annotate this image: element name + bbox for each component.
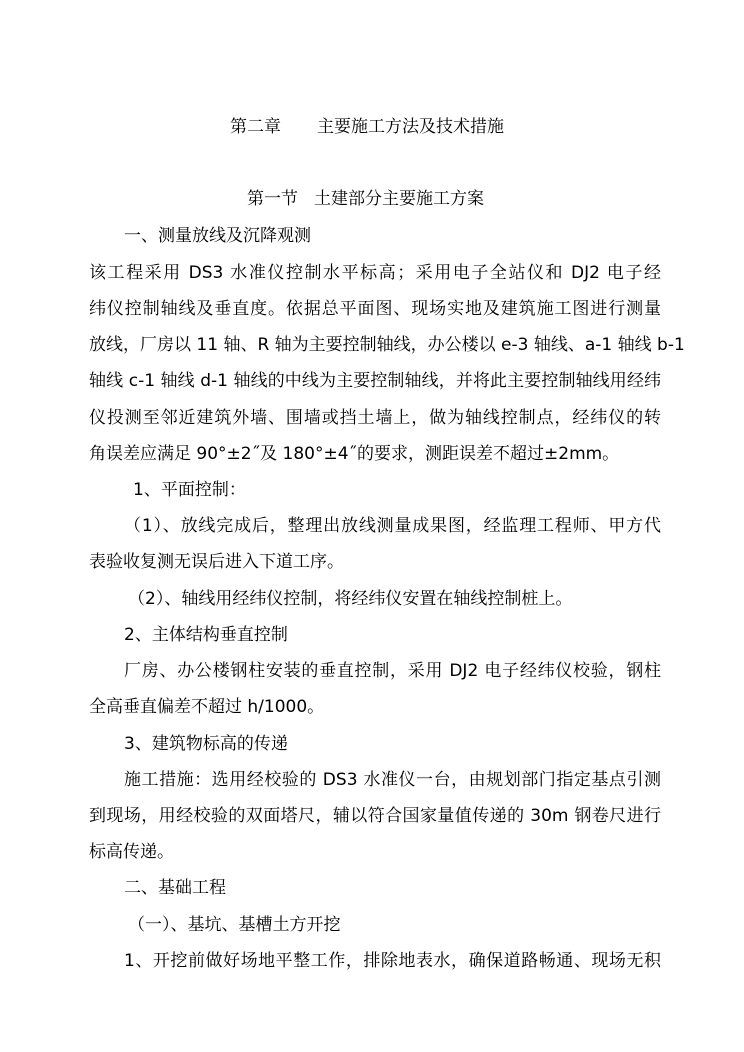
heading-survey: 一、测量放线及沉降观测: [124, 226, 311, 246]
heading-foundation: 二、基础工程: [124, 878, 226, 898]
paragraph-line: 到现场，用经校验的双面塔尺，辅以符合国家量值传递的 30m 钢卷尺进行: [89, 806, 661, 826]
heading-elevation: 3、建筑物标高的传递: [124, 734, 288, 754]
chapter-number: 第二章: [230, 117, 281, 137]
section-title: 土建部分主要施工方案: [314, 189, 484, 209]
paragraph-line: 仪投测至邻近建筑外墙、围墙或挡土墙上，做为轴线控制点，经纬仪的转: [89, 408, 661, 428]
paragraph-line: 施工措施：选用经校验的 DS3 水准仪一台，由规划部门指定基点引测: [124, 770, 661, 790]
paragraph-line: 厂房、办公楼钢柱安装的垂直控制，采用 DJ2 电子经纬仪校验，钢柱: [124, 661, 661, 681]
heading-plane-control: 1、平面控制：: [133, 480, 246, 500]
paragraph-line: 全高垂直偏差不超过 h/1000。: [89, 697, 325, 717]
paragraph-line: 轴线 c-1 轴线 d-1 轴线的中线为主要控制轴线，并将此主要控制轴线用经纬: [89, 371, 661, 391]
paragraph-line: 角误差应满足 90°±2˝及 180°±4˝的要求，测距误差不超过±2mm。: [89, 444, 620, 464]
paragraph-line: 放线，厂房以 11 轴、R 轴为主要控制轴线，办公楼以 e-3 轴线、a-1 轴线 b-1: [89, 335, 685, 355]
paragraph-line: （2）、轴线用经纬仪控制，将经纬仪安置在轴线控制桩上。: [128, 589, 573, 609]
paragraph-line: 纬仪控制轴线及垂直度。依据总平面图、现场实地及建筑施工图进行测量: [89, 299, 661, 319]
paragraph-line: 1、开挖前做好场地平整工作，排除地表水，确保道路畅通、现场无积: [124, 951, 661, 971]
paragraph-line: 标高传递。: [89, 842, 174, 862]
chapter-title: 主要施工方法及技术措施: [317, 117, 504, 137]
section-number: 第一节: [247, 189, 298, 209]
paragraph-line: 该工程采用 DS3 水准仪控制水平标高；采用电子全站仪和 DJ2 电子经: [89, 263, 661, 283]
chapter-heading: [230, 116, 504, 138]
paragraph-line: 表验收复测无误后进入下道工序。: [89, 552, 344, 572]
heading-excavation: （一）、基坑、基槽土方开挖: [128, 915, 341, 935]
section-heading: [247, 188, 484, 210]
paragraph-line: （1）、放线完成后，整理出放线测量成果图，经监理工程师、甲方代: [124, 516, 661, 536]
heading-vertical-control: 2、主体结构垂直控制: [124, 625, 288, 645]
